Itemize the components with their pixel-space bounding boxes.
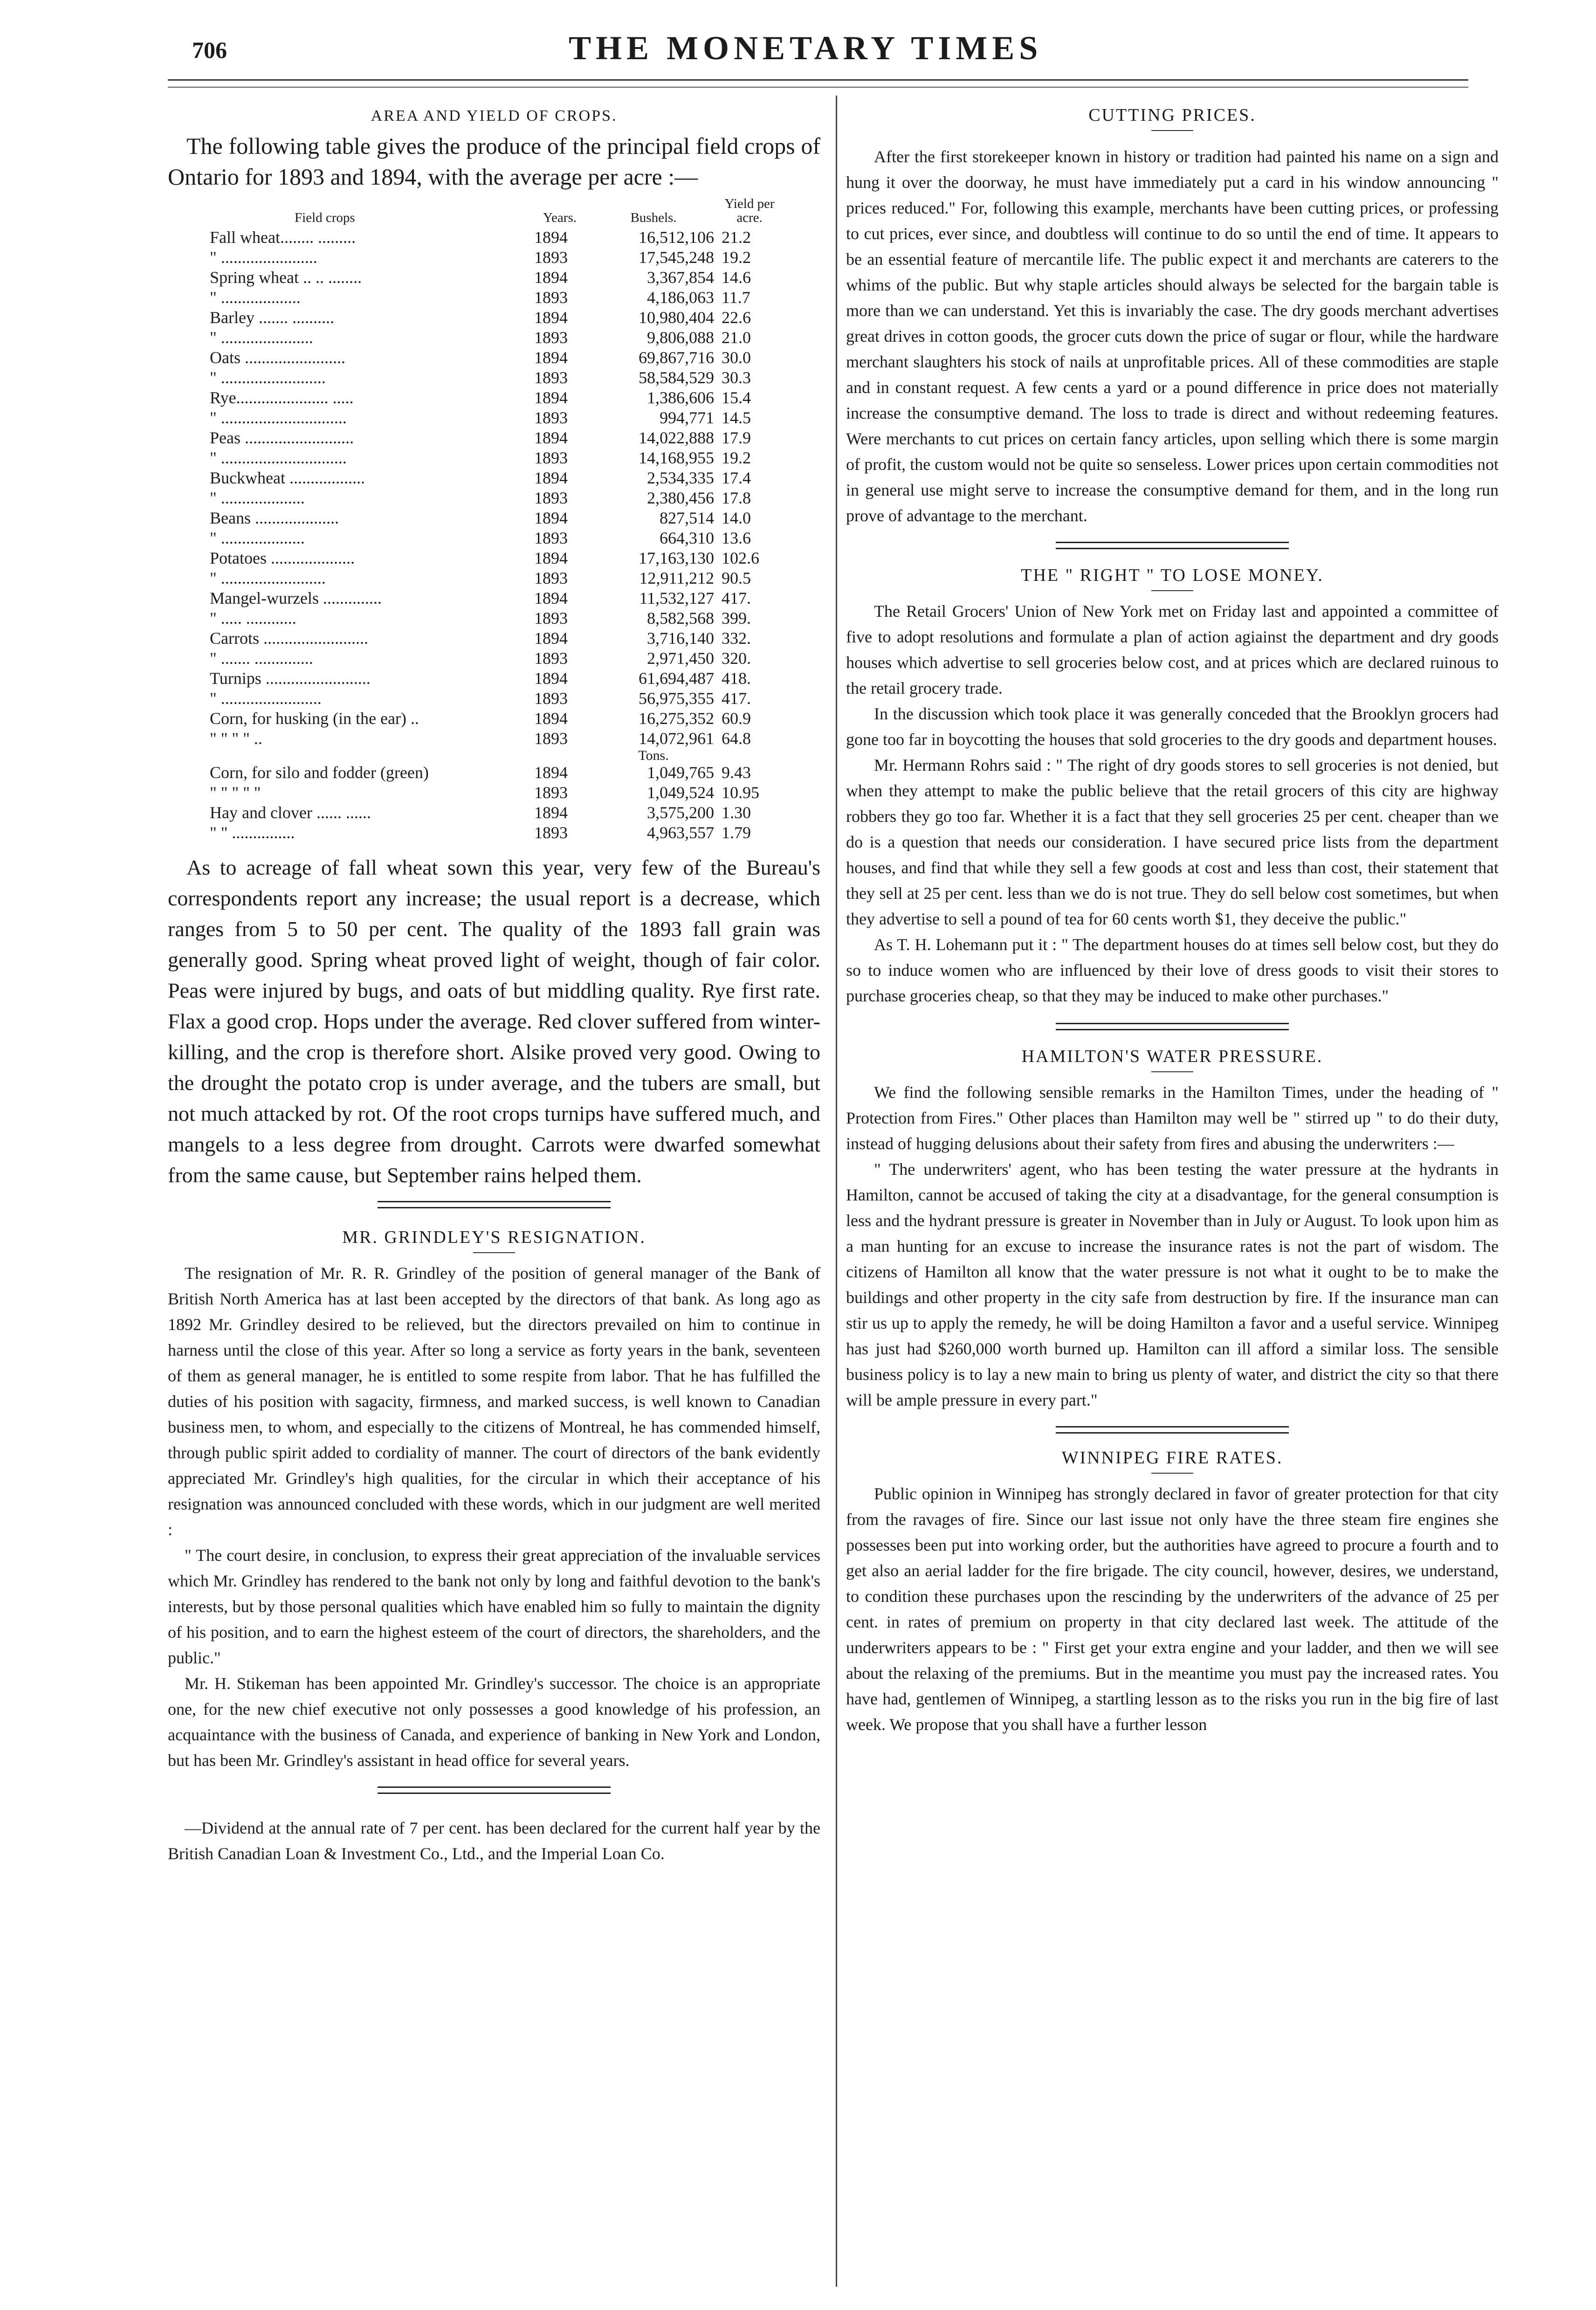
page-number: 706	[192, 37, 227, 63]
crop-year-cell: 1894	[534, 629, 568, 648]
crop-amount-cell: 3,367,854	[647, 268, 714, 287]
crop-amount-cell: 3,716,140	[647, 629, 714, 648]
winnipeg-heading: WINNIPEG FIRE RATES.	[1061, 1448, 1283, 1468]
tons-label: Tons.	[638, 748, 669, 763]
crop-row	[206, 548, 781, 568]
right-to-lose-paragraph-3: Mr. Hermann Rohrs said : " The right of dry goods stores to sell groceries is not denied, but when they attempt to make the public believe that the retail grocers of this city are highway robbers they go too far. Whether it is a fact that they sell groceries 25 per cent. cheaper than we do is a question that needs our consideration. I have secured price lists from the department houses, and find that while they sell a few goods at cost and less than cost, their statement that they sell at 25 per cent. less than we do is not true. They do sell below cost sometimes, but when they advertise to sell a pound of tea for 60 cents worth $1, they deceive the public."	[846, 756, 1499, 928]
right-to-lose-paragraph-1: The Retail Grocers' Union of New York met on Friday last and appointed a committee of five to adopt resolutions and formulate a plan of action agiainst the department and dry goods houses which advertise to sell groceries below cost, and at prices which are declared ruinous to the retail grocery trade.	[846, 602, 1499, 697]
crop-name-cell: " .........................	[210, 569, 326, 587]
crop-row	[206, 468, 781, 488]
crop-year-cell: 1894	[534, 308, 568, 327]
crop-amount-cell: 8,582,568	[647, 609, 714, 627]
col-header-field-crops: Field crops	[295, 210, 355, 225]
crop-name-cell: Peas ..........................	[210, 428, 354, 447]
crop-amount-cell: 16,512,106	[639, 228, 714, 247]
crop-year-cell: 1894	[534, 549, 568, 567]
crop-name-cell: " ...................	[210, 288, 301, 307]
crop-row	[206, 803, 781, 823]
heading-rule	[1151, 590, 1193, 591]
crops-table	[206, 197, 781, 843]
crop-row	[206, 408, 781, 428]
crop-amount-cell: 994,771	[660, 408, 714, 427]
crop-year-cell: 1894	[534, 709, 568, 728]
crop-row	[206, 729, 781, 749]
column-divider	[836, 96, 837, 2287]
crop-name-cell: " ....... ..............	[210, 649, 313, 668]
crop-year-cell: 1894	[534, 669, 568, 688]
crop-year-cell: 1893	[534, 448, 568, 467]
crop-yield-cell: 14.0	[722, 509, 751, 527]
crop-yield-cell: 17.4	[722, 469, 751, 487]
crop-name-cell: Beans ....................	[210, 509, 339, 527]
crop-row	[206, 348, 781, 368]
crop-amount-cell: 14,022,888	[639, 428, 714, 447]
crop-yield-cell: 17.8	[722, 489, 751, 507]
crop-name-cell: Oats ........................	[210, 348, 345, 367]
crop-name-cell: Spring wheat .. .. ........	[210, 268, 362, 287]
crop-row	[206, 568, 781, 588]
crop-yield-cell: 90.5	[722, 569, 751, 587]
crop-name-cell: " ....................	[210, 529, 305, 547]
crop-amount-cell: 827,514	[660, 509, 714, 527]
crop-year-cell: 1894	[534, 388, 568, 407]
crop-yield-cell: 13.6	[722, 529, 751, 547]
crop-row	[206, 328, 781, 348]
crop-amount-cell: 14,072,961	[639, 729, 714, 748]
crop-name-cell: " ......................	[210, 328, 313, 347]
crop-name-cell: " ..............................	[210, 408, 347, 427]
crop-row	[206, 689, 781, 709]
crop-year-cell: 1893	[534, 368, 568, 387]
crop-amount-cell: 56,975,355	[639, 689, 714, 708]
crop-amount-cell: 1,049,524	[647, 783, 714, 802]
crop-yield-cell: 19.2	[722, 448, 751, 467]
crop-year-cell: 1894	[534, 763, 568, 782]
crops-table-header	[206, 197, 781, 228]
crop-name-cell: " ........................	[210, 689, 322, 708]
crop-amount-cell: 12,911,212	[639, 569, 714, 587]
crop-row	[206, 248, 781, 268]
section-rule	[378, 1786, 611, 1794]
crop-amount-cell: 69,867,716	[639, 348, 714, 367]
crop-yield-cell: 102.6	[722, 549, 759, 567]
crop-yield-cell: 22.6	[722, 308, 751, 327]
crop-row	[206, 268, 781, 288]
crop-row	[206, 368, 781, 388]
dividend-note: —Dividend at the annual rate of 7 per cent. has been declared for the current half year by the British Canadian Loan & Investment Co., Ltd., and the Imperial Loan Co.	[168, 1819, 820, 1863]
crop-year-cell: 1894	[534, 509, 568, 527]
crop-name-cell: Mangel-wurzels ..............	[210, 589, 382, 607]
crop-yield-cell: 30.0	[722, 348, 751, 367]
crops-table-body-tons	[206, 763, 781, 843]
crop-amount-cell: 16,275,352	[639, 709, 714, 728]
crop-yield-cell: 399.	[722, 609, 751, 627]
crop-year-cell: 1893	[534, 649, 568, 668]
crop-name-cell: Fall wheat........ .........	[210, 228, 356, 247]
crop-name-cell: " ..... ............	[210, 609, 296, 627]
crop-amount-cell: 2,971,450	[647, 649, 714, 668]
crop-year-cell: 1893	[534, 569, 568, 587]
heading-rule	[1151, 1071, 1193, 1072]
crop-yield-cell: 19.2	[722, 248, 751, 267]
crop-row	[206, 508, 781, 528]
crop-year-cell: 1893	[534, 609, 568, 627]
crop-yield-cell: 418.	[722, 669, 751, 688]
crop-year-cell: 1893	[534, 529, 568, 547]
header-rule	[168, 79, 1468, 81]
crop-yield-cell: 17.9	[722, 428, 751, 447]
crop-name-cell: Potatoes ....................	[210, 549, 355, 567]
crop-name-cell: Barley ....... ..........	[210, 308, 334, 327]
right-to-lose-paragraph-2: In the discussion which took place it was generally conceded that the Brooklyn grocers had gone too far in boycotting the houses that sold groceries to the dry goods and department houses.	[846, 704, 1499, 749]
crop-year-cell: 1893	[534, 489, 568, 507]
tons-unit-row	[206, 749, 781, 763]
crop-amount-cell: 4,963,557	[647, 823, 714, 842]
crop-name-cell: " ..............................	[210, 448, 347, 467]
crop-amount-cell: 17,163,130	[639, 549, 714, 567]
crop-name-cell: " " " " ..	[210, 729, 262, 748]
crop-year-cell: 1893	[534, 823, 568, 842]
crop-name-cell: " .......................	[210, 248, 317, 267]
hamilton-heading: HAMILTON'S WATER PRESSURE.	[1021, 1047, 1323, 1066]
crop-year-cell: 1894	[534, 589, 568, 607]
crop-row	[206, 308, 781, 328]
crop-year-cell: 1894	[534, 228, 568, 247]
grindley-quote: " The court desire, in conclusion, to express their great appreciation of the invaluable services which Mr. Grindley has rendered to the bank not only by long and faithful devotion to the bank's interests, but by those personal qualities which have enabled him so fully to maintain the dignity of his position, and to earn the highest esteem of the court of directors, the shareholders, and the public."	[168, 1546, 820, 1667]
crop-yield-cell: 64.8	[722, 729, 751, 748]
crop-yield-cell: 21.2	[722, 228, 751, 247]
crop-yield-cell: 320.	[722, 649, 751, 668]
crop-row	[206, 709, 781, 729]
grindley-heading: MR. GRINDLEY'S RESIGNATION.	[342, 1227, 646, 1247]
winnipeg-paragraph: Public opinion in Winnipeg has strongly declared in favor of greater protection for that city from the ravages of fire. Since our last issue not only have the three steam fire engines she possesses been put into working order, but the authorities have agreed to procure a fourth and to get also an aerial ladder for the fire brigade. The city council, however, desires, we understand, to condition these purchases upon the rescinding by the underwriters of the advance of 25 per cent. in rates of premium on property in that city declared last week. The attitude of the underwriters appears to be : " First get your extra engine and your ladder, and then we will see about the relaxing of the premiums. But in the meantime you must pay the increased rates. You have had, gentlemen of Winnipeg, a startling lesson as to the risks you run in the big fire of last week. We propose that you shall have a further lesson	[846, 1484, 1499, 1734]
col-header-bushels: Bushels.	[630, 210, 677, 225]
crop-yield-cell: 11.7	[722, 288, 750, 307]
col-header-yield: Yield per acre.	[724, 196, 775, 225]
crops-table-body	[206, 228, 781, 749]
crop-year-cell: 1894	[534, 803, 568, 822]
crop-name-cell: Corn, for husking (in the ear) ..	[210, 709, 419, 728]
right-to-lose-heading: THE " RIGHT " TO LOSE MONEY.	[1021, 565, 1324, 585]
crop-row	[206, 763, 781, 783]
crop-amount-cell: 4,186,063	[647, 288, 714, 307]
crop-name-cell: " " ...............	[210, 823, 295, 842]
hamilton-paragraph-2: " The underwriters' agent, who has been testing the water pressure at the hydrants in Hamilton, cannot be accused of taking the city at a disadvantage, for the general consumption is less and the hydrant pressure is greater in November than in July or August. To look upon him as a man hunting for an excuse to increase the insurance rates is not the part of wisdom. The citizens of Hamilton all know that the water pressure is not what it ought to be to make the buildings and other property in the city safe from destruction by fire. If the insurance man can stir us up to apply the remedy, he will be doing Hamilton a favor and a useful service. Winnipeg has just had $260,000 worth burned up. Hamilton can ill afford a similar loss. The sensible business policy is to lay a new main to bring us plenty of water, and district the city so that there will be ample pressure in every part."	[846, 1160, 1499, 1409]
crop-yield-cell: 30.3	[722, 368, 751, 387]
crop-row	[206, 288, 781, 308]
crop-name-cell: " .........................	[210, 368, 326, 387]
right-to-lose-paragraph-4: As T. H. Lohemann put it : " The department houses do at times sell below cost, but they do so to induce women who are influenced by their love of dress goods to visit their stores to purchase groceries cheap, so that they may be induced to make other purchases."	[846, 935, 1499, 1005]
cutting-prices-paragraph: After the first storekeeper known in history or tradition had painted his name on a sign and hung it over the doorway, he must have immediately put a card in his window announcing " prices reduced." For, following this example, merchants have been cutting prices, or professing to cut prices, ever since, and doubtless will continue to do so until the end of time. It appears to be an essential feature of mercantile life. The public expect it and merchants are caterers to the whims of the public. But why staple articles should always be selected for the bargain table is more than we can understand. Yet this is invariably the case. The dry goods merchant advertises great drives in cotton goods, the grocer cuts down the price of sugar or flour, while the hardware merchant slaughters his stock of nails at unprofitable prices. All of these commodities are staple and in constant request. A few cents a yard or a pound difference in price does not materially increase the consumptive demand. The loss to trade is direct and without redeeming features. Were merchants to cut prices on certain fancy articles, upon selling which there is some margin of profit, the custom would not be quite so senseless. Lower prices upon certain commodities not in general use might serve to increase the consumptive demand for them, and in the long run prove of advantage to the merchant.	[846, 147, 1499, 525]
crop-year-cell: 1893	[534, 729, 568, 748]
crops-heading: AREA AND YIELD OF CROPS.	[371, 107, 618, 124]
crop-amount-cell: 664,310	[660, 529, 714, 547]
crop-yield-cell: 21.0	[722, 328, 751, 347]
crop-row	[206, 783, 781, 803]
right-column	[846, 105, 1499, 1738]
masthead: THE MONETARY TIMES	[569, 29, 1043, 67]
crop-year-cell: 1893	[534, 783, 568, 802]
heading-rule	[1151, 1473, 1193, 1474]
crop-row	[206, 528, 781, 548]
crop-amount-cell: 14,168,955	[639, 448, 714, 467]
crop-row	[206, 428, 781, 448]
crop-name-cell: " " " " "	[210, 783, 261, 802]
crop-yield-cell: 60.9	[722, 709, 751, 728]
crop-row	[206, 648, 781, 669]
crop-year-cell: 1893	[534, 248, 568, 267]
crop-amount-cell: 1,386,606	[647, 388, 714, 407]
section-rule	[1056, 1023, 1289, 1030]
crop-amount-cell: 10,980,404	[639, 308, 714, 327]
crop-row	[206, 588, 781, 608]
crop-name-cell: " ....................	[210, 489, 305, 507]
crop-yield-cell: 417.	[722, 689, 751, 708]
crop-row	[206, 488, 781, 508]
crop-yield-cell: 14.5	[722, 408, 751, 427]
crop-amount-cell: 58,584,529	[639, 368, 714, 387]
crop-amount-cell: 1,049,765	[647, 763, 714, 782]
hamilton-paragraph-1: We find the following sensible remarks in the Hamilton Times, under the heading of " Protection from Fires." Other places than Hamilton may well be " stirred up " to do their duty, instead of hugging delusions about their safety from fires and abusing the underwriters :—	[846, 1083, 1499, 1153]
section-rule	[1056, 542, 1289, 549]
heading-rule	[1151, 130, 1193, 131]
crop-yield-cell: 332.	[722, 629, 751, 648]
crop-amount-cell: 61,694,487	[639, 669, 714, 688]
crop-yield-cell: 1.79	[722, 823, 751, 842]
crop-yield-cell: 15.4	[722, 388, 751, 407]
crop-amount-cell: 2,534,335	[647, 469, 714, 487]
crop-year-cell: 1893	[534, 328, 568, 347]
crop-year-cell: 1893	[534, 288, 568, 307]
col-header-years: Years.	[543, 210, 577, 225]
crop-yield-cell: 10.95	[722, 783, 759, 802]
left-column	[168, 107, 820, 1867]
crop-amount-cell: 2,380,456	[647, 489, 714, 507]
crop-row	[206, 388, 781, 408]
crop-row	[206, 823, 781, 843]
crop-yield-cell: 9.43	[722, 763, 751, 782]
crop-amount-cell: 11,532,127	[639, 589, 714, 607]
heading-rule	[473, 1252, 515, 1253]
crop-row	[206, 628, 781, 648]
crop-row	[206, 228, 781, 248]
crop-name-cell: Carrots .........................	[210, 629, 368, 648]
crop-name-cell: Rye...................... .....	[210, 388, 354, 407]
section-rule	[378, 1201, 611, 1208]
crop-yield-cell: 14.6	[722, 268, 751, 287]
crop-year-cell: 1894	[534, 469, 568, 487]
grindley-paragraph-1: The resignation of Mr. R. R. Grindley of the position of general manager of the Bank of British North America has at last been accepted by the directors of that bank. As long ago as 1892 Mr. Grindley desired to be relieved, but the directors prevailed on him to continue in harness until the close of this year. After so long a service as forty years in the bank, seventeen of them as general manager, he is entitled to some respite from labor. That he has fulfilled the duties of his position with sagacity, firmness, and marked success, is well known to Canadian business men, to whom, and especially to the citizens of Montreal, he has commended himself, through public spirit added to cordiality of manner. The court of directors of the bank evidently appreciated Mr. Grindley's high qualities, for the circular in which their acceptance of his resignation was announced concluded with these words, which in our judgment are well merited :	[168, 1264, 820, 1539]
header-rule-secondary	[168, 87, 1468, 88]
crop-yield-cell: 417.	[722, 589, 751, 607]
crop-yield-cell: 1.30	[722, 803, 751, 822]
crop-row	[206, 448, 781, 468]
crop-name-cell: Hay and clover ...... ......	[210, 803, 371, 822]
crop-amount-cell: 9,806,088	[647, 328, 714, 347]
crops-intro: The following table gives the produce of the principal field crops of Ontario for 1893 and 1894, with the average per acre :—	[168, 133, 820, 190]
crop-year-cell: 1893	[534, 408, 568, 427]
crop-year-cell: 1894	[534, 428, 568, 447]
crop-year-cell: 1893	[534, 689, 568, 708]
cutting-prices-heading: CUTTING PRICES.	[1088, 105, 1256, 125]
crop-name-cell: Turnips .........................	[210, 669, 371, 688]
crop-name-cell: Buckwheat ..................	[210, 469, 365, 487]
crops-commentary: As to acreage of fall wheat sown this year, very few of the Bureau's correspondents report any increase; the usual report is a decrease, which ranges from 5 to 50 per cent. The quality of the 1893 fall grain was generally good. Spring wheat proved light of weight, though of fair color. Peas were injured by bugs, and oats of but middling quality. Rye first rate. Flax a good crop. Hops under the average. Red clover suffered from winter-killing, and the crop is therefore short. Alsike proved very good. Owing to the drought the potato crop is under average, and the tubers are small, but not much attacked by rot. Of the root crops turnips have suffered much, and mangels to a less degree from drought. Carrots were dwarfed somewhat from the same cause, but September rains helped them.	[168, 855, 820, 1187]
crop-year-cell: 1894	[534, 268, 568, 287]
grindley-paragraph-2: Mr. H. Stikeman has been appointed Mr. Grindley's successor. The choice is an appropriate one, for the new chief executive not only possesses a good knowledge of his profession, an acquaintance with the business of Canada, and experience of banking in New York and London, but has been Mr. Grindley's assistant in head office for several years.	[168, 1674, 820, 1770]
crop-year-cell: 1894	[534, 348, 568, 367]
crop-name-cell: Corn, for silo and fodder (green)	[210, 763, 429, 782]
crop-row	[206, 669, 781, 689]
crop-amount-cell: 17,545,248	[639, 248, 714, 267]
crop-row	[206, 608, 781, 628]
crop-amount-cell: 3,575,200	[647, 803, 714, 822]
section-rule	[1056, 1426, 1289, 1434]
